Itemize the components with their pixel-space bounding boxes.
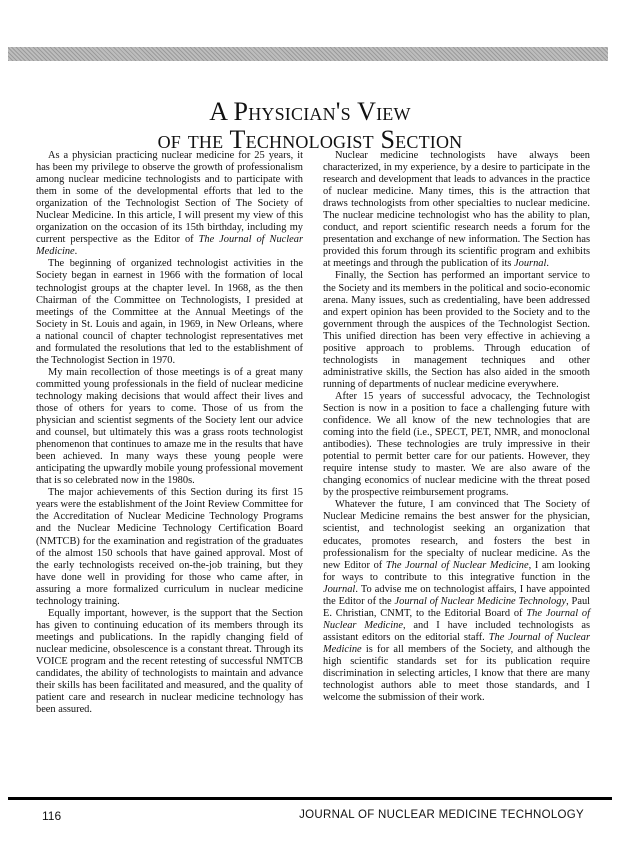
- left-column: [36, 150, 303, 716]
- right-column: [323, 150, 590, 716]
- header-stripe: [8, 47, 608, 61]
- journal-name: JOURNAL OF NUCLEAR MEDICINE TECHNOLOGY: [299, 809, 584, 821]
- article-body: [36, 150, 590, 716]
- article-title-line-1: A Physician's View: [209, 97, 411, 127]
- page-number: 116: [42, 809, 62, 823]
- paragraph: The beginning of organized technologist activities in the Society began in earnest in 1966 with the formation of local technologist groups at the chapter level. In 1968, as the then Chairman of the Committee on Technologists, I presided at meetings of the Committee at the Annual Meetings of the Society in St. Louis and again, in 1969, in New Orleans, where a national council of chapter technologist representatives met and formulated the resolutions that led to the establishment of the Technologist Section in 1970.: [36, 258, 303, 366]
- footer-rule: [8, 797, 612, 800]
- paragraph: As a physician practicing nuclear medicine for 25 years, it has been my privilege to observe the growth of professionalism among nuclear medicine technologists and to participate with them in some of the developmental efforts that led to the organization of the Technologist Section of The Society of Nuclear Medicine. In this article, I will present my view of this organization on the occasion of its 15th birthday, including my current perspective as the Editor of The Journal of Nuclear Medicine.: [36, 150, 303, 258]
- paragraph: Equally important, however, is the support that the Section has given to continuing education of its members through its meetings and publications. In the rapidly changing field of nuclear medicine, obsolescence is a constant threat. Through its VOICE program and the recent retesting of successful NMTCB candidates, the ability of technologists to maintain and advance their skills has been facilitated and measured, and the quality of patient care and research in nuclear medicine technology has been assured.: [36, 607, 303, 716]
- article-title-line-2: of the Technologist Section: [157, 125, 463, 155]
- paragraph: Whatever the future, I am convinced that The Society of Nuclear Medicine remains the best answer for the physician, scientist, and technologist seeking an organization that educates, promotes research, and fosters the best in professionalism for the specialty of nuclear medicine. As the new Editor of The Journal of Nuclear Medicine, I am looking for ways to contribute to this integrative function in the Journal. To advise me on technologist affairs, I have appointed the Editor of the Journal of Nuclear Medicine Technology, Paul E. Christian, CNMT, to the Editorial Board of The Journal of Nuclear Medicine, and I have included technologists as assistant editors on the editorial staff. The Journal of Nuclear Medicine is for all members of the Society, and although the high scientific standards set for its publication require discrimination in selecting articles, I know that there are many technologist authors able to meet those standards, and I welcome the submission of their work.: [323, 499, 591, 704]
- paragraph: Nuclear medicine technologists have always been characterized, in my experience, by a desire to participate in the research and development that leads to advances in the practice of nuclear medicine. Many times, this is the attraction that draws technologists from other specialties to nuclear medicine. The nuclear medicine technologist who has the ability to plan, conduct, and report scientific research needs a forum for the presentation and exchange of new information. The Section has provided this forum through its scientific program and exhibits at meetings and through the publication of its Journal.: [323, 150, 590, 270]
- paragraph: Finally, the Section has performed an important service to the Society and its members in the political and socio-economic arena. Many issues, such as credentialing, have been addressed and expert opinion has been provided to the Society and to the government through the auspices of the Technologist Section. This unified direction has been very effective in achieving a positive approach to problems. Through education of technologists in management techniques and other administrative skills, the Section has also aided in the smooth running of departments of nuclear medicine everywhere.: [323, 270, 590, 390]
- paragraph: My main recollection of those meetings is of a great many committed young professionals in the field of nuclear medicine technology making decisions that would affect their lives and those of others for years to come. Those of us from the physician and scientist segments of the Society lent our advice and counsel, but ultimately this was a grass roots technologist phenomenon that continues to amaze me in the results that have been achieved. In many ways these young people were anticipating the upwardly mobile young professional movement that is so celebrated now in the 1980s.: [36, 366, 303, 487]
- paragraph: The major achievements of this Section during its first 15 years were the establishment of the Joint Review Committee for the Accreditation of Nuclear Medicine Technology Programs and the Nuclear Medicine Technology Certification Board (NMTCB) for the examination and registration of the graduates of the almost 150 schools that have gained approval. Most of the early technologists received on-the-job training, but they have done well in providing for those who came after, in assuring a more formalized curriculum in nuclear medicine technology training.: [36, 487, 303, 607]
- paragraph: After 15 years of successful advocacy, the Technologist Section is now in a position to face a challenging future with confidence. We all know of the new technologies that are coming into the field (i.e., SPECT, PET, NMR, and monoclonal antibodies). These technologies are truly impressive in their potential to permit better care for our patients. However, they require intense study to master. We are also aware of the changing economics of nuclear medicine with the threat posed by the prospective reimbursement programs.: [323, 390, 590, 499]
